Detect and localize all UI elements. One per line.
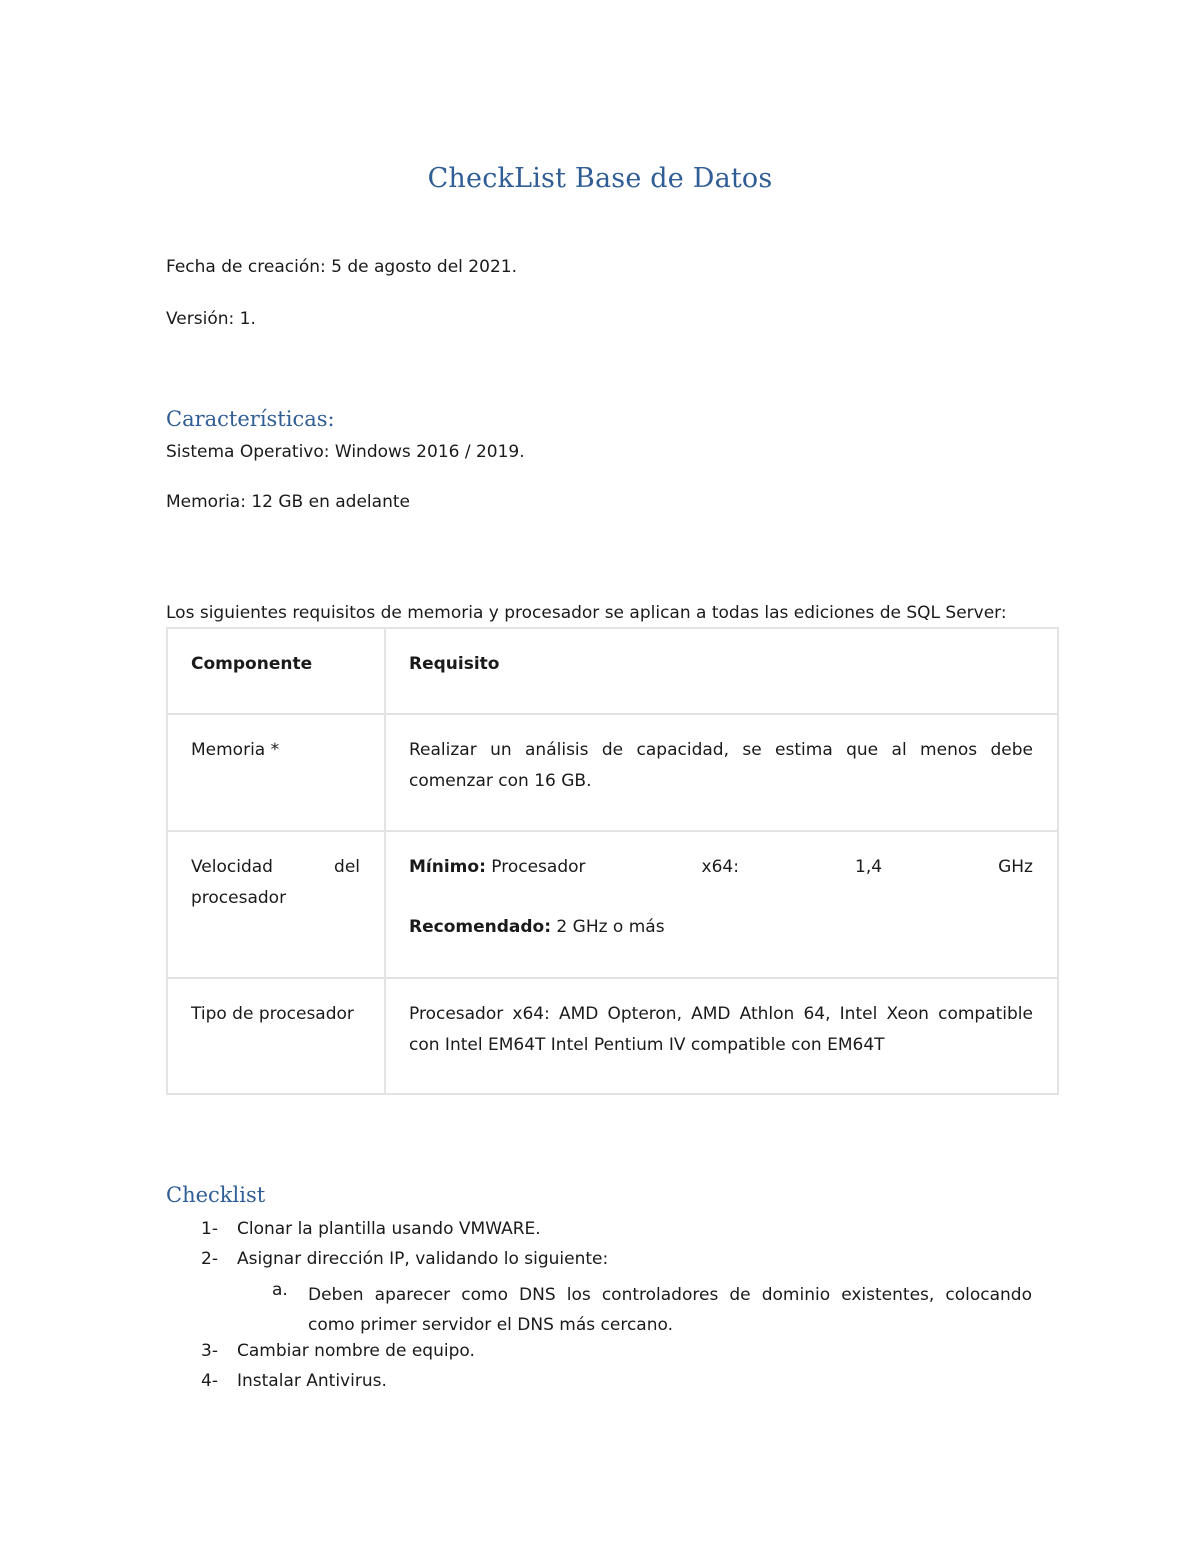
list-item: Cambiar nombre de equipo.	[237, 1341, 475, 1361]
minimum-part: Procesador	[491, 857, 586, 877]
table-row	[167, 831, 1058, 978]
table-row	[167, 714, 1058, 831]
minimum-label: Mínimo:	[409, 857, 486, 877]
minimum-part: 1,4	[855, 857, 883, 877]
list-item: Clonar la plantilla usando VMWARE.	[237, 1219, 541, 1239]
recommended-line	[409, 912, 1033, 943]
list-item-number: 4-	[201, 1371, 218, 1391]
cell-componente-tipo: Tipo de procesador	[167, 978, 385, 1094]
creation-date: Fecha de creación: 5 de agosto del 2021.	[166, 257, 517, 277]
cell-requisito-velocidad	[385, 831, 1058, 978]
header-requisito: Requisito	[385, 628, 1058, 714]
os-line: Sistema Operativo: Windows 2016 / 2019.	[166, 442, 525, 462]
requirements-table	[166, 627, 1059, 1095]
memory-line: Memoria: 12 GB en adelante	[166, 492, 410, 512]
checklist-heading: Checklist	[166, 1183, 266, 1207]
sub-item-text: Deben aparecer como DNS los controladores de dominio existentes, colocando como primer servidor el DNS más cercano.	[308, 1285, 1032, 1335]
characteristics-heading: Características:	[166, 407, 335, 431]
cell-requisito-memoria: Realizar un análisis de capacidad, se estima que al menos debe comenzar con 16 GB.	[385, 714, 1058, 831]
recommended-label: Recomendado:	[409, 917, 552, 937]
table-row	[167, 978, 1058, 1094]
header-componente: Componente	[167, 628, 385, 714]
minimum-part: x64:	[701, 857, 739, 877]
list-item-number: 2-	[201, 1249, 218, 1269]
cell-componente-memoria: Memoria *	[167, 714, 385, 831]
cell-componente-velocidad: Velocidad del procesador	[167, 831, 385, 978]
document-title: CheckList Base de Datos	[427, 163, 773, 194]
table-header-row	[167, 628, 1058, 714]
minimum-line	[409, 852, 1033, 883]
sub-item-letter: a.	[272, 1280, 288, 1300]
requirements-intro: Los siguientes requisitos de memoria y procesador se aplican a todas las ediciones de SQL Server:	[166, 603, 1007, 623]
list-item: Asignar dirección IP, validando lo siguiente:	[237, 1249, 609, 1269]
list-item: Instalar Antivirus.	[237, 1371, 387, 1391]
recommended-value: 2 GHz o más	[551, 917, 665, 937]
cell-requisito-tipo: Procesador x64: AMD Opteron, AMD Athlon 64, Intel Xeon compatible con Intel EM64T Intel Pentium IV compatible con EM64T	[385, 978, 1058, 1094]
list-item-number: 1-	[201, 1219, 218, 1239]
list-item-number: 3-	[201, 1341, 218, 1361]
version-line: Versión: 1.	[166, 309, 256, 329]
minimum-part: GHz	[998, 857, 1033, 877]
